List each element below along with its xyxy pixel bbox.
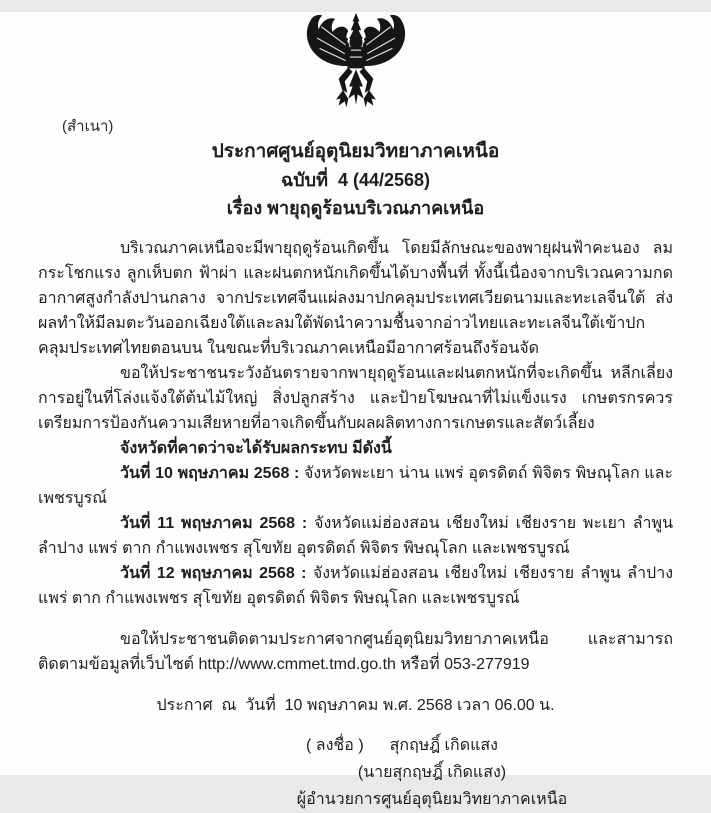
- document-page: [0, 12, 711, 808]
- impact-date-row: [38, 511, 673, 561]
- impact-date-row: [38, 461, 673, 511]
- copy-label: (สำเนา): [62, 118, 114, 135]
- province-list: จังหวัดพะเยา น่าน แพร่ อุตรดิตถ์ พิจิตร พิษณุโลก และเพชรบูรณ์: [38, 465, 674, 507]
- signed-label: ( ลงชื่อ ): [306, 737, 364, 754]
- date-label: วันที่ 10 พฤษภาคม 2568 :: [120, 465, 300, 482]
- phone-number: 053-277919: [444, 656, 530, 673]
- followup-paragraph: [38, 627, 673, 677]
- date-label: วันที่ 12 พฤษภาคม 2568 :: [120, 565, 307, 582]
- body-paragraph-2: ขอให้ประชาชนระวังอันตรายจากพายุฤดูร้อนและฝนตกหนักที่จะเกิดขึ้น หลีกเลี่ยงการอยู่ในที่โล่งแจ้งใต้ต้นไม้ใหญ่ สิ่งปลูกสร้าง และป้ายโฆษณาที่ไม่แข็งแรง เกษตรกรควรเตรียมการป้องกันความเสียหายที่อาจเกิดขึ้นกับผลผลิตทางการเกษตรและสัตว์เลี้ยง: [38, 365, 673, 432]
- subject-line: เรื่อง พายุฤดูร้อนบริเวณภาคเหนือ: [226, 198, 485, 218]
- signature-block: [222, 732, 642, 813]
- issue-number: ฉบับที่ 4 (44/2568): [280, 170, 431, 190]
- title-block: [0, 138, 711, 222]
- signer-name: (นายสุกฤษฎิ์ เกิดแสง): [357, 764, 507, 781]
- province-list: จังหวัดแม่ฮ่องสอน เชียงใหม่ เชียงราย ลำพูน ลำปาง แพร่ ตาก กำแพงเพชร สุโขทัย อุตรดิตถ์ พิจิตร พิษณุโลก และเพชรบูรณ์: [38, 565, 673, 607]
- province-list: จังหวัดแม่ฮ่องสอน เชียงใหม่ เชียงราย พะเยา ลำพูน ลำปาง แพร่ ตาก กำแพงเพชร สุโขทัย อุตรดิตถ์ พิจิตร พิษณุโลก และเพชรบูรณ์: [38, 515, 674, 557]
- announcement-title: ประกาศศูนย์อุตุนิยมวิทยาภาคเหนือ: [211, 141, 500, 162]
- garuda-emblem: [295, 12, 417, 116]
- signed-name: สุกฤษฎิ์ เกิดแสง: [389, 737, 498, 754]
- announce-date-line: ประกาศ ณ วันที่ 10 พฤษภาคม พ.ศ. 2568 เวลา 06.00 น.: [156, 697, 555, 714]
- followup-connector: หรือที่: [400, 656, 440, 673]
- followup-text: ขอให้ประชาชนติดตามประกาศจากศูนย์อุตุนิยมวิทยาภาคเหนือ และสามารถติดตามข้อมูลที่เว็บไซต์: [38, 631, 673, 673]
- body-paragraph-1: บริเวณภาคเหนือจะมีพายุฤดูร้อนเกิดขึ้น โดยมีลักษณะของพายุฝนฟ้าคะนอง ลมกระโชกแรง ลูกเห็บตก ฟ้าผ่า และฝนตกหนักเกิดขึ้นได้บางพื้นที่ ทั้งนี้เนื่องจากบริเวณความกดอากาศสูงกำลังปานกลาง จากประเทศจีนแผ่ลงมาปกคลุมประเทศเวียดนามและทะเลจีนใต้ ส่งผลทำให้มีลมตะวันออกเฉียงใต้และลมใต้พัดนำความชื้นจากอ่าวไทยและทะเลจีนใต้เข้าปกคลุมประเทศไทยตอนบน ในขณะที่บริเวณภาคเหนือมีอากาศร้อนถึงร้อนจัด: [38, 240, 673, 357]
- signed-line: [192, 732, 612, 759]
- impact-date-row: [38, 561, 673, 611]
- signer-position: ผู้อำนวยการศูนย์อุตุนิยมวิทยาภาคเหนือ: [296, 791, 568, 808]
- date-label: วันที่ 11 พฤษภาคม 2568 :: [120, 515, 308, 532]
- impact-heading: จังหวัดที่คาดว่าจะได้รับผลกระทบ มีดังนี้: [120, 440, 392, 457]
- website-url: http://www.cmmet.tmd.go.th: [198, 656, 396, 673]
- document-body: [38, 236, 673, 677]
